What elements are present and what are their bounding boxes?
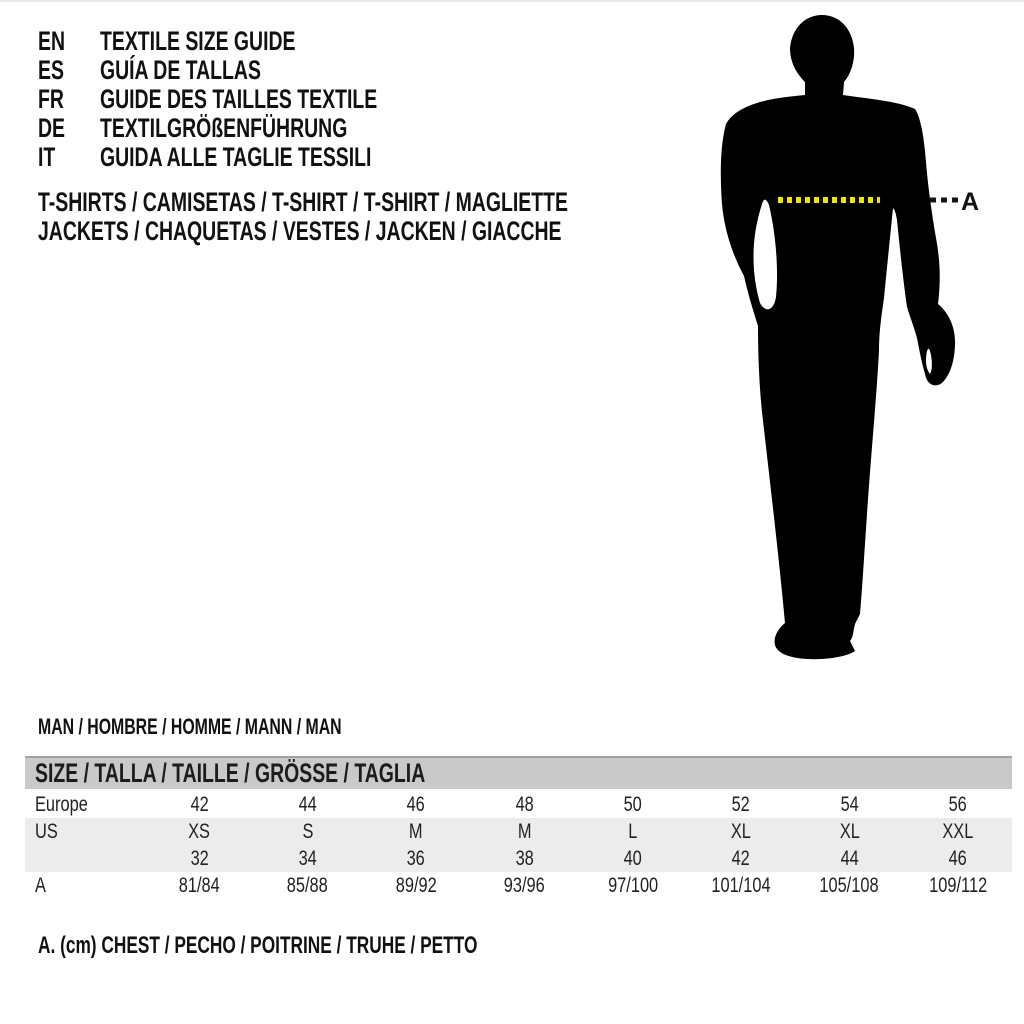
size-value-cell: 38	[515, 846, 534, 870]
language-label: TEXTILE SIZE GUIDE	[100, 26, 296, 56]
size-value-cell: 85/88	[287, 873, 329, 897]
table-row	[25, 818, 1012, 845]
size-table-header: SIZE / TALLA / TAILLE / GRÖSSE / TAGLIA	[25, 756, 1012, 789]
row-label-cell: A	[35, 873, 46, 897]
language-row	[38, 143, 485, 172]
language-label: TEXTILGRÖßENFÜHRUNG	[100, 113, 348, 143]
language-code: EN	[38, 26, 66, 56]
size-value-cell: 34	[298, 846, 317, 870]
row-label-cell	[25, 845, 145, 872]
size-value-cell: 52	[731, 792, 751, 816]
size-value-cell: M	[409, 819, 423, 843]
language-row	[38, 114, 485, 143]
language-label: GUIDE DES TAILLES TEXTILE	[100, 84, 378, 114]
size-value-cell: XL	[731, 819, 752, 843]
category-line: T-SHIRTS / CAMISETAS / T-SHIRT / T-SHIRT / MAGLIETTE	[38, 187, 568, 217]
language-code: FR	[38, 84, 64, 114]
section-heading: MAN / HOMBRE / HOMME / MANN / MAN	[38, 714, 342, 739]
row-label-cell: US	[35, 819, 58, 843]
language-row	[38, 56, 485, 85]
footnote: A. (cm) CHEST / PECHO / POITRINE / TRUHE / PETTO	[38, 932, 478, 959]
size-value-cell: XL	[839, 819, 860, 843]
size-value-cell: 46	[948, 846, 967, 870]
size-value-cell: 50	[623, 792, 642, 816]
size-value-cell: 56	[948, 792, 967, 816]
category-list	[38, 188, 774, 246]
category-line: JACKETS / CHAQUETAS / VESTES / JACKEN / GIACCHE	[38, 216, 562, 246]
language-list	[38, 27, 485, 172]
language-row	[38, 85, 485, 114]
size-value-cell: 81/84	[178, 873, 220, 897]
size-value-cell: 40	[623, 846, 642, 870]
size-value-cell: L	[628, 819, 638, 843]
size-value-cell: 109/112	[928, 873, 987, 897]
man-silhouette	[718, 12, 980, 667]
size-value-cell: 105/108	[819, 873, 880, 897]
size-value-cell: 42	[731, 846, 751, 870]
size-value-cell: 97/100	[607, 873, 658, 897]
language-code: IT	[38, 142, 56, 172]
size-value-cell: 93/96	[503, 873, 545, 897]
size-value-cell: 36	[406, 846, 426, 870]
size-value-cell: XS	[188, 819, 211, 843]
size-value-cell: 48	[515, 792, 534, 816]
row-label-cell: Europe	[35, 792, 88, 816]
size-value-cell: 44	[840, 846, 859, 870]
language-code: DE	[38, 113, 66, 143]
man-silhouette-svg	[718, 12, 980, 667]
language-label: GUIDA ALLE TAGLIE TESSILI	[100, 142, 372, 172]
language-code: ES	[38, 55, 64, 85]
size-value-cell: S	[302, 819, 314, 843]
size-value-cell: M	[517, 819, 532, 843]
table-row	[25, 872, 1012, 899]
silhouette-figure	[721, 15, 955, 659]
size-value-cell: 44	[298, 792, 317, 816]
size-value-cell: XXL	[942, 819, 974, 843]
table-row	[25, 791, 1012, 818]
size-value-cell: 42	[190, 792, 209, 816]
size-value-cell: 46	[406, 792, 426, 816]
language-label: GUÍA DE TALLAS	[100, 55, 261, 85]
size-value-cell: 101/104	[711, 873, 771, 897]
size-value-cell: 89/92	[395, 873, 437, 897]
size-table	[25, 791, 1012, 899]
size-value-cell: 54	[840, 792, 859, 816]
size-value-cell: 32	[190, 846, 209, 870]
measure-label-a: A	[961, 188, 980, 216]
table-row	[25, 845, 1012, 872]
language-row	[38, 27, 485, 56]
image-top-border	[0, 0, 1024, 2]
